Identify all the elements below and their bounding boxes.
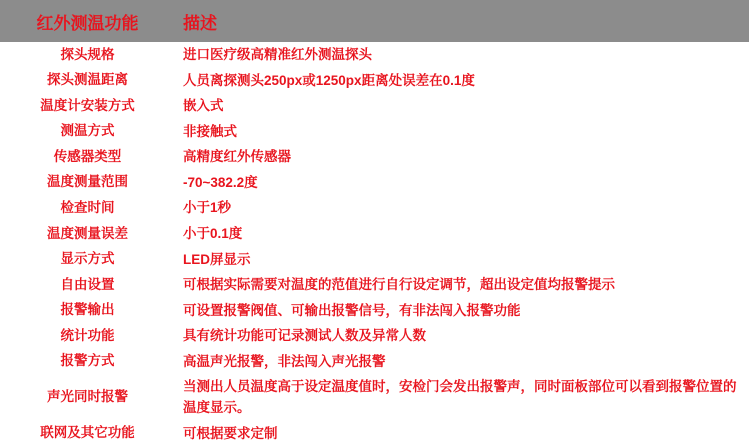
row-label: 温度测量范围 (47, 174, 128, 190)
table-row (0, 323, 749, 349)
row-value: 可根据要求定制 (183, 425, 278, 441)
row-label: 自由设置 (60, 276, 115, 292)
row-label: 温度测量误差 (47, 225, 128, 241)
row-label: 温度计安装方式 (40, 97, 135, 113)
table-row (0, 93, 749, 119)
row-value: 高温声光报警，非法闯入声光报警 (183, 353, 386, 369)
header-value-column: 描述 (183, 13, 217, 33)
row-value: 进口医疗级高精准红外测温探头 (183, 47, 372, 62)
row-label: 传感器类型 (53, 148, 122, 164)
row-label: 测温方式 (60, 123, 115, 139)
row-label: 统计功能 (60, 327, 115, 343)
header-label-column: 红外测温功能 (36, 13, 139, 33)
table-row (0, 68, 749, 94)
table-row (0, 42, 749, 68)
row-label: 探头规格 (60, 46, 115, 62)
row-label: 报警输出 (60, 302, 115, 318)
table-row (0, 119, 749, 145)
table-row (0, 195, 749, 221)
row-value: 可设置报警阀值、可输出报警信号，有非法闯入报警功能 (183, 302, 521, 318)
table-row (0, 170, 749, 196)
row-value: 高精度红外传感器 (183, 149, 291, 165)
row-value: 小于0.1度 (183, 225, 243, 241)
row-label: 报警方式 (60, 353, 115, 369)
row-value: -70~382.2度 (183, 174, 258, 190)
row-value: 具有统计功能可记录测试人数及异常人数 (183, 328, 426, 344)
table-row (0, 221, 749, 247)
table-header-row (0, 0, 749, 42)
row-label: 显示方式 (60, 251, 115, 267)
row-value: 小于1秒 (183, 200, 232, 216)
table-row (0, 374, 749, 421)
row-label: 探头测温距离 (47, 72, 128, 88)
row-value: 非接触式 (183, 123, 237, 139)
row-value: 当测出人员温度高于设定温度值时，安检门会发出报警声，同时面板部位可以看到报警位置的温度显示。 (183, 379, 737, 415)
row-label: 检查时间 (60, 200, 115, 216)
table-row (0, 298, 749, 324)
row-label: 联网及其它功能 (40, 425, 135, 441)
row-value: 嵌入式 (183, 98, 224, 114)
table-row (0, 421, 749, 446)
row-label: 声光同时报警 (47, 389, 128, 405)
table-row (0, 349, 749, 375)
table-row (0, 247, 749, 273)
table-row (0, 272, 749, 298)
row-value: 可根据实际需要对温度的范值进行自行设定调节，超出设定值均报警提示 (183, 277, 615, 293)
row-value: 人员离探测头250px或1250px距离处误差在0.1度 (183, 72, 475, 88)
table-row (0, 144, 749, 170)
row-value: LED屏显示 (183, 251, 251, 267)
